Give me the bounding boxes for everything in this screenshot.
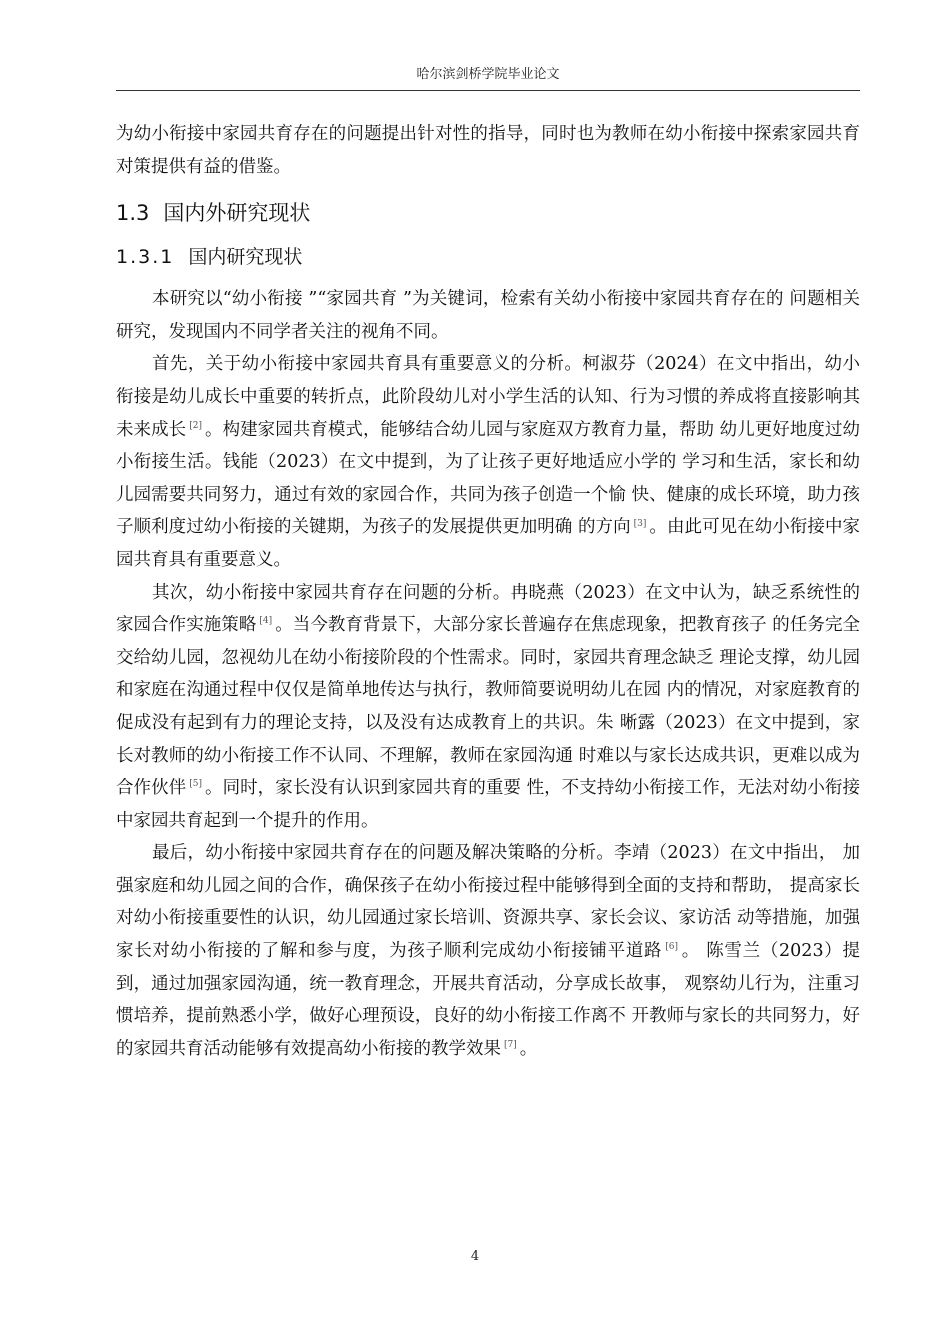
subsection-number: 1.3.1 xyxy=(116,246,175,269)
citation-ref: [6] xyxy=(665,942,679,953)
citation-ref: [5] xyxy=(189,779,202,790)
paragraph-text: 。 陈雪兰（2023）提到，通过加强家园沟通，统一教育理念，开展共育活动，分享成长故事， 观察幼儿行为，注重习惯培养，提前熟悉小学，做好心理预设，良好的幼小衔接工作离不 开教师与家长的共同努力，好的家园共育活动能够有效提高幼小衔接的教学效果 xyxy=(116,941,860,1059)
running-header-title: 哈尔滨剑桥学院毕业论文 xyxy=(416,67,560,82)
page-body xyxy=(116,118,860,1065)
paragraph-text: 首先，关于幼小衔接中家园共育具有重要意义的分析。柯淑芬（2024）在文中指出，幼小衔接是幼儿成长中重要的转折点，此阶段幼儿对小学生活的认知、行为习惯的养成将直接影响其未来成长 xyxy=(116,354,860,440)
paragraph-text: 。构建家园共育模式，能够结合幼儿园与家庭双方教育力量，帮助 幼儿更好地度过幼小衔接生活。钱能（2023）在文中提到，为了让孩子更好地适应小学的 学习和生活，家长和幼儿园需要共同努力，通过有效的家园合作，共同为孩子创造一个愉 快、健康的成长环境，助力孩子顺利度过幼小衔接的关键期，为孩子的发展提供更加明确 的方向 xyxy=(116,419,861,538)
paragraph-strategies xyxy=(116,837,860,1065)
paragraph-keywords: 本研究以“幼小衔接 ”“家园共育 ”为关键词，检索有关幼小衔接中家园共育存在的 问题相关研究，发现国内不同学者关注的视角不同。 xyxy=(116,289,860,342)
citation-ref: [4] xyxy=(259,616,273,627)
section-heading xyxy=(116,193,860,233)
page-number: 4 xyxy=(470,1249,480,1264)
paragraph-significance xyxy=(116,348,860,576)
paragraph-text: 最后，幼小衔接中家园共育存在的问题及解决策略的分析。李靖（2023）在文中指出， 加强家庭和幼儿园之间的合作，确保孩子在幼小衔接过程中能够得到全面的支持和帮助， 提高家长对幼小衔接重要性的认识，幼儿园通过家长培训、资源共享、家长会议、家访活 动等措施，加强家长对幼小衔接的了解和参与度，为孩子顺利完成幼小衔接铺平道路 xyxy=(116,843,860,962)
section-number: 1.3 xyxy=(116,201,150,226)
section-title: 国内外研究现状 xyxy=(163,201,311,226)
paragraph-text: 。同时，家长没有认识到家园共育的重要 性，不支持幼小衔接工作，无法对幼小衔接中家园共育起到一个提升的作用。 xyxy=(116,778,861,831)
citation-ref: [3] xyxy=(633,518,647,529)
paragraph-text: 。 xyxy=(519,1038,538,1059)
subsection-title: 国内研究现状 xyxy=(188,246,303,269)
paragraph-text: 。由此可见在幼小衔接中家园共育具有重要意义。 xyxy=(116,517,860,570)
paragraph-text: 其次，幼小衔接中家园共育存在问题的分析。冉晓燕（2023）在文中认为，缺乏系统性的家园合作实施策略 xyxy=(116,582,860,636)
citation-ref: [7] xyxy=(504,1040,517,1051)
paragraph-problems xyxy=(116,577,860,838)
intro-paragraph: 为幼小衔接中家园共育存在的问题提出针对性的指导，同时也为教师在幼小衔接中探索家园共育对策提供有益的借鉴。 xyxy=(116,124,860,177)
running-header xyxy=(116,66,860,91)
citation-ref: [2] xyxy=(189,420,202,431)
subsection-heading xyxy=(116,237,860,277)
paragraph-text: 。当今教育背景下，大部分家长普遍存在焦虑现象，把教育孩子 的任务完全交给幼儿园，忽视幼儿在幼小衔接阶段的个性需求。同时，家园共育理念缺乏 理论支撑，幼儿园和家庭在沟通过程中仅仅是简单地传达与执行，教师简要说明幼儿在园 内的情况，对家庭教育的促成没有起到有力的理论支持，以及没有达成教育上的共识。朱 晰露（2023）在文中提到，家长对教师的幼小衔接工作不认同、不理解，教师在家园沟通 时难以与家长达成共识，更难以成为合作伙伴 xyxy=(116,615,861,799)
